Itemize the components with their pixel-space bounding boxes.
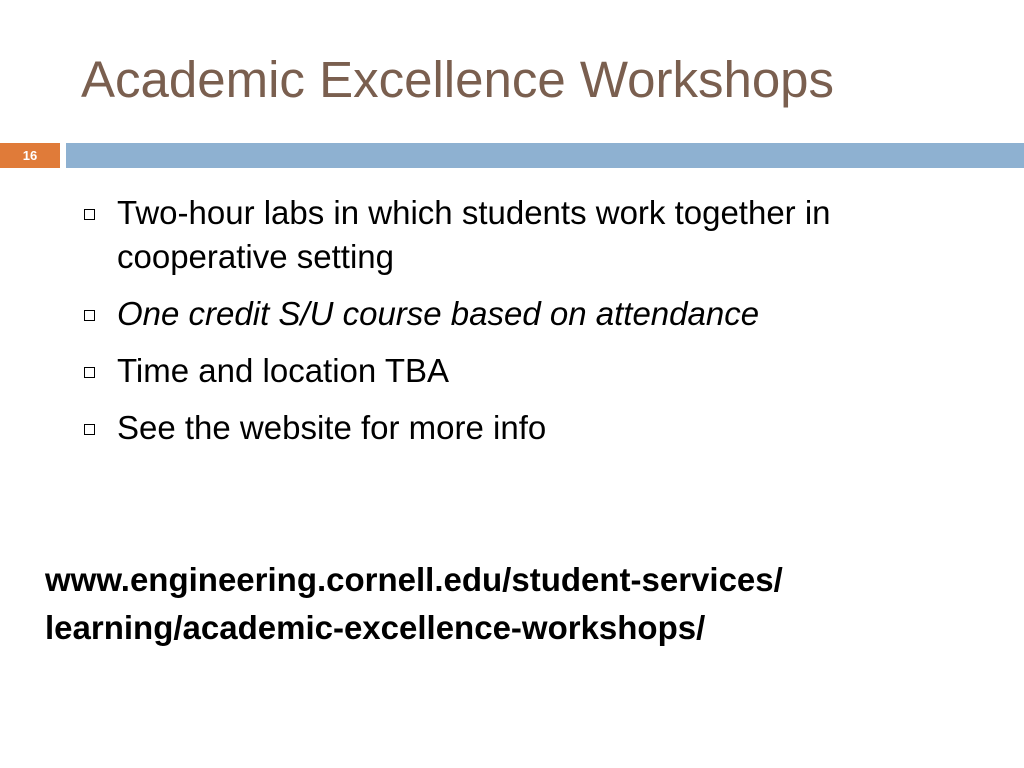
- website-url[interactable]: [45, 556, 1005, 652]
- header-divider-bar: [66, 143, 1024, 168]
- bullet-item: [80, 292, 980, 336]
- square-bullet-icon: [84, 367, 95, 378]
- bullet-item: [80, 406, 980, 450]
- bullet-text: One credit S/U course based on attendance: [117, 295, 760, 332]
- slide-number-badge: [0, 143, 60, 168]
- bullet-item: [80, 349, 980, 393]
- bullet-item: [80, 191, 980, 279]
- square-bullet-icon: [84, 310, 95, 321]
- square-bullet-icon: [84, 209, 95, 220]
- square-bullet-icon: [84, 424, 95, 435]
- website-url-line-1: www.engineering.cornell.edu/student-services/: [45, 561, 783, 598]
- website-url-line-2: learning/academic-excellence-workshops/: [45, 609, 706, 646]
- slide-number: 16: [22, 148, 38, 163]
- slide-title: Academic Excellence Workshops: [81, 51, 835, 108]
- bullet-list: [80, 191, 980, 463]
- bullet-text: Two-hour labs in which students work together in cooperative setting: [117, 194, 831, 275]
- bullet-text: Time and location TBA: [117, 352, 449, 389]
- bullet-text: See the website for more info: [117, 409, 547, 446]
